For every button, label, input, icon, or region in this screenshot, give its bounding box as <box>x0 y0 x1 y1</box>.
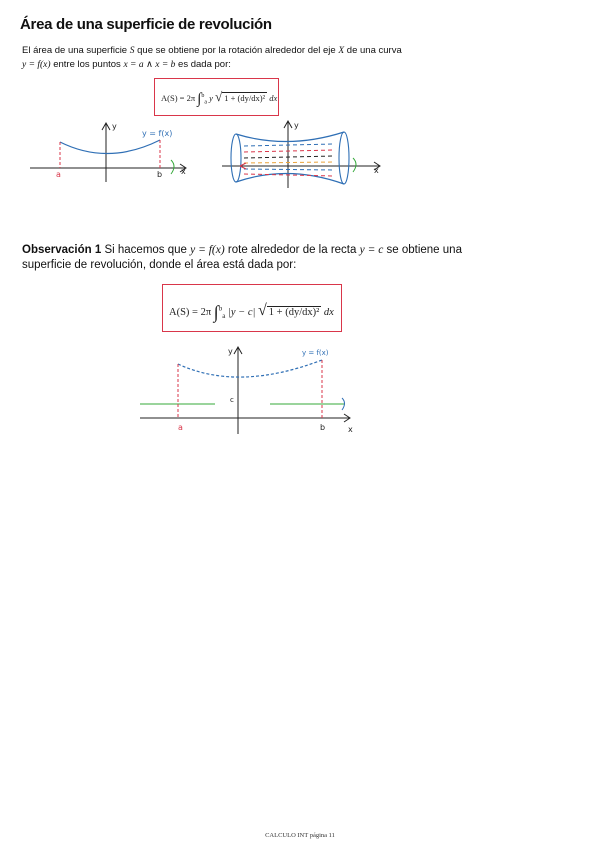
svg-text:y: y <box>112 122 117 131</box>
figure-curve <box>30 118 200 188</box>
svg-text:y: y <box>228 347 233 356</box>
svg-text:y = f(x): y = f(x) <box>142 129 173 138</box>
svg-text:a: a <box>56 170 61 179</box>
svg-text:b: b <box>320 423 326 432</box>
rotation-arrow-icon <box>353 158 356 172</box>
svg-text:x: x <box>181 167 186 176</box>
svg-text:x: x <box>374 166 379 175</box>
svg-text:y: y <box>294 121 299 130</box>
function-curve <box>60 140 160 154</box>
svg-text:c: c <box>230 396 234 404</box>
page-footer: CALCULO INT página 11 <box>265 832 335 839</box>
svg-text:b: b <box>157 170 163 179</box>
surface-left-cap <box>231 134 241 182</box>
figure-line-c <box>140 342 365 434</box>
surface-right-cap <box>339 132 349 184</box>
intro-paragraph: El área de una superficie S que se obtiene por la rotación alrededor del eje X de una curva y = f(x) entre los puntos x = a ∧ x = b es dada por: <box>22 45 402 70</box>
page-title: Área de una superficie de revolución <box>20 16 272 33</box>
surface-bottom <box>236 173 344 184</box>
svg-text:a: a <box>178 423 183 432</box>
surface-area-formula-line: A(S) = 2π ∫$^b_a$ |y − c| √ 1 + (dy/dx)² dx <box>169 302 334 322</box>
formula-box <box>154 78 279 116</box>
svg-text:x: x <box>348 425 353 434</box>
formula-box <box>162 284 342 332</box>
svg-text:y = f(x): y = f(x) <box>302 349 329 357</box>
observation-paragraph: Observación 1 Si hacemos que y = f(x) rote alrededor de la recta y = c se obtiene una superficie de revolución, donde el área está dada por: <box>22 244 462 271</box>
figure-surface <box>222 118 387 190</box>
surface-area-formula: A(S) = 2π ∫$^b_a$ y √ 1 + (dy/dx)² dx <box>161 89 278 107</box>
rotation-arrow-icon <box>171 160 174 174</box>
surface-top <box>236 132 344 142</box>
function-curve <box>178 360 322 377</box>
